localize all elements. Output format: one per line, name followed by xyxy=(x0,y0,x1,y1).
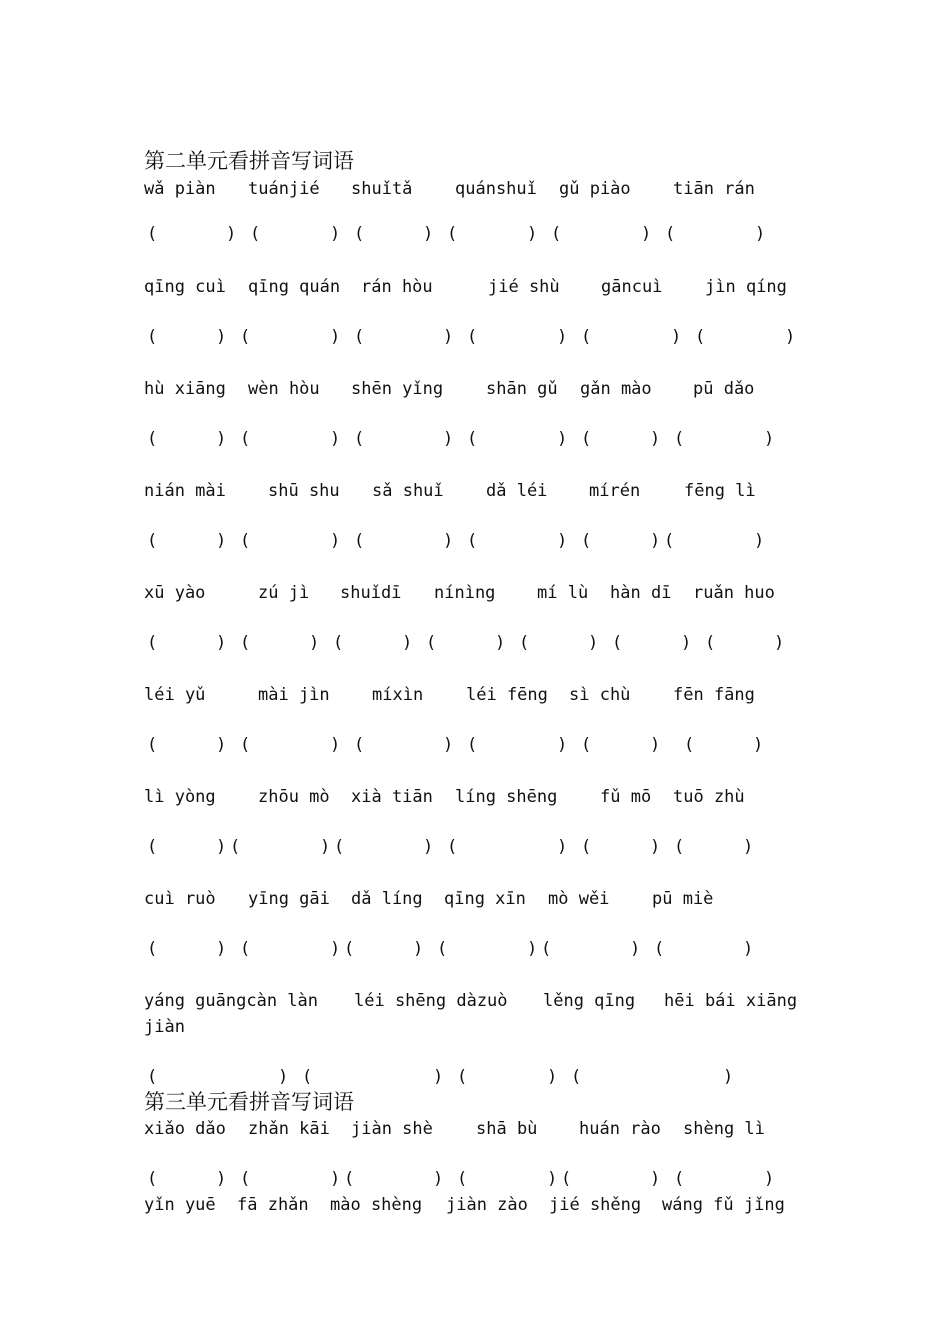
pinyin-word: mírén xyxy=(589,481,641,501)
close-paren: ) xyxy=(785,327,796,347)
close-paren: ) xyxy=(413,939,424,959)
open-paren: ( xyxy=(437,939,448,959)
pinyin-row xyxy=(144,581,864,605)
open-paren: ( xyxy=(240,939,251,959)
pinyin-word: qīng xīn xyxy=(444,889,526,909)
pinyin-word: gāncuì xyxy=(601,277,663,297)
open-paren: ( xyxy=(447,224,458,244)
close-paren: ) xyxy=(330,224,341,244)
close-paren: ) xyxy=(216,939,227,959)
open-paren: ( xyxy=(467,327,478,347)
close-paren: ) xyxy=(641,224,652,244)
open-paren: ( xyxy=(147,633,158,653)
pinyin-row xyxy=(144,479,864,503)
pinyin-word: pū dǎo xyxy=(693,379,755,399)
pinyin-word: mò wěi xyxy=(548,889,610,909)
close-paren: ) xyxy=(753,735,764,755)
open-paren: ( xyxy=(571,1067,582,1087)
open-paren: ( xyxy=(457,1067,468,1087)
pinyin-word: shēn yǐng xyxy=(351,379,444,399)
close-paren: ) xyxy=(309,633,320,653)
pinyin-word: yáng guāngcàn làn xyxy=(144,991,318,1011)
pinyin-word: pū miè xyxy=(652,889,714,909)
pinyin-word: qīng quán xyxy=(248,277,341,297)
close-paren: ) xyxy=(330,1169,341,1189)
pinyin-word: zhǎn kāi xyxy=(248,1119,330,1139)
close-paren: ) xyxy=(557,429,568,449)
pinyin-word: hàn dī xyxy=(610,583,672,603)
pinyin-word: shuǐtǎ xyxy=(351,179,413,199)
open-paren: ( xyxy=(519,633,530,653)
pinyin-word: míxìn xyxy=(372,685,424,705)
open-paren: ( xyxy=(581,429,592,449)
open-paren: ( xyxy=(250,224,261,244)
pinyin-word: yǐn yuē xyxy=(144,1195,216,1215)
close-paren: ) xyxy=(557,735,568,755)
pinyin-row xyxy=(144,785,864,809)
close-paren: ) xyxy=(527,939,538,959)
close-paren: ) xyxy=(216,1169,227,1189)
pinyin-word: zhōu mò xyxy=(258,787,330,807)
open-paren: ( xyxy=(147,429,158,449)
close-paren: ) xyxy=(433,1169,444,1189)
close-paren: ) xyxy=(630,939,641,959)
pinyin-word: dǎ líng xyxy=(351,889,423,909)
answer-row xyxy=(144,733,864,757)
unit-2-title: 第二单元看拼音写词语 xyxy=(144,149,354,173)
pinyin-row xyxy=(144,1117,864,1141)
pinyin-row xyxy=(144,177,864,201)
close-paren: ) xyxy=(743,939,754,959)
close-paren: ) xyxy=(527,224,538,244)
open-paren: ( xyxy=(467,429,478,449)
pinyin-word: yīng gāi xyxy=(248,889,330,909)
answer-row xyxy=(144,937,864,961)
pinyin-word: cuì ruò xyxy=(144,889,216,909)
close-paren: ) xyxy=(743,837,754,857)
pinyin-word: huán rào xyxy=(579,1119,661,1139)
open-paren: ( xyxy=(147,735,158,755)
open-paren: ( xyxy=(147,939,158,959)
pinyin-word: wáng fǔ jǐng xyxy=(662,1195,785,1215)
open-paren: ( xyxy=(612,633,623,653)
close-paren: ) xyxy=(423,224,434,244)
pinyin-word: shū shu xyxy=(268,481,340,501)
pinyin-word: wèn hòu xyxy=(248,379,320,399)
close-paren: ) xyxy=(650,531,661,551)
open-paren: ( xyxy=(665,224,676,244)
open-paren: ( xyxy=(334,837,345,857)
pinyin-word: fēng lì xyxy=(684,481,756,501)
pinyin-word: hēi bái xiāng xyxy=(664,991,798,1011)
close-paren: ) xyxy=(216,327,227,347)
close-paren: ) xyxy=(330,735,341,755)
close-paren: ) xyxy=(433,1067,444,1087)
open-paren: ( xyxy=(240,429,251,449)
close-paren: ) xyxy=(755,224,766,244)
close-paren: ) xyxy=(443,735,454,755)
pinyin-word: dǎ léi xyxy=(486,481,548,501)
pinyin-word: jiàn zào xyxy=(446,1195,528,1215)
pinyin-word: léi shēng dàzuò xyxy=(354,991,508,1011)
answer-row xyxy=(144,325,864,349)
close-paren: ) xyxy=(330,531,341,551)
answer-row xyxy=(144,1167,864,1191)
pinyin-word: jìn qíng xyxy=(705,277,787,297)
close-paren: ) xyxy=(557,837,568,857)
pinyin-word: léi yǔ xyxy=(144,685,206,705)
close-paren: ) xyxy=(650,429,661,449)
close-paren: ) xyxy=(216,735,227,755)
close-paren: ) xyxy=(443,531,454,551)
pinyin-word: rán hòu xyxy=(361,277,433,297)
pinyin-word: ruǎn huo xyxy=(693,583,775,603)
close-paren: ) xyxy=(723,1067,734,1087)
close-paren: ) xyxy=(330,939,341,959)
open-paren: ( xyxy=(674,429,685,449)
close-paren: ) xyxy=(754,531,765,551)
open-paren: ( xyxy=(230,837,241,857)
open-paren: ( xyxy=(147,531,158,551)
pinyin-word: lěng qīng xyxy=(543,991,636,1011)
close-paren: ) xyxy=(557,531,568,551)
pinyin-row xyxy=(144,989,864,1013)
open-paren: ( xyxy=(467,735,478,755)
pinyin-word: fēn fāng xyxy=(673,685,755,705)
close-paren: ) xyxy=(216,429,227,449)
open-paren: ( xyxy=(581,531,592,551)
close-paren: ) xyxy=(278,1067,289,1087)
open-paren: ( xyxy=(674,837,685,857)
open-paren: ( xyxy=(354,531,365,551)
open-paren: ( xyxy=(354,735,365,755)
pinyin-word: qīng cuì xyxy=(144,277,226,297)
pinyin-word: xià tiān xyxy=(351,787,433,807)
pinyin-word: shā bù xyxy=(476,1119,538,1139)
close-paren: ) xyxy=(547,1169,558,1189)
answer-row xyxy=(144,835,864,859)
pinyin-word: sì chù xyxy=(569,685,631,705)
close-paren: ) xyxy=(226,224,237,244)
pinyin-word: jié shěng xyxy=(549,1195,642,1215)
close-paren: ) xyxy=(216,531,227,551)
close-paren: ) xyxy=(330,429,341,449)
open-paren: ( xyxy=(581,735,592,755)
pinyin-word: jiàn xyxy=(144,1017,185,1037)
open-paren: ( xyxy=(344,939,355,959)
pinyin-word: gǔ piào xyxy=(559,179,631,199)
pinyin-word: shān gǔ xyxy=(486,379,558,399)
pinyin-word: tuánjié xyxy=(248,179,320,199)
open-paren: ( xyxy=(354,224,365,244)
open-paren: ( xyxy=(664,531,675,551)
pinyin-word: wǎ piàn xyxy=(144,179,216,199)
open-paren: ( xyxy=(344,1169,355,1189)
open-paren: ( xyxy=(147,1169,158,1189)
pinyin-word: nián mài xyxy=(144,481,226,501)
close-paren: ) xyxy=(402,633,413,653)
close-paren: ) xyxy=(764,1169,775,1189)
pinyin-word: quánshuǐ xyxy=(455,179,537,199)
open-paren: ( xyxy=(147,224,158,244)
close-paren: ) xyxy=(650,735,661,755)
close-paren: ) xyxy=(650,1169,661,1189)
pinyin-word: jié shù xyxy=(488,277,560,297)
close-paren: ) xyxy=(423,837,434,857)
open-paren: ( xyxy=(561,1169,572,1189)
open-paren: ( xyxy=(581,327,592,347)
open-paren: ( xyxy=(447,837,458,857)
pinyin-row xyxy=(144,1193,864,1217)
close-paren: ) xyxy=(320,837,331,857)
pinyin-word: mài jìn xyxy=(258,685,330,705)
close-paren: ) xyxy=(557,327,568,347)
pinyin-row-continuation xyxy=(144,1015,864,1039)
open-paren: ( xyxy=(147,1067,158,1087)
close-paren: ) xyxy=(588,633,599,653)
pinyin-word: gǎn mào xyxy=(580,379,652,399)
close-paren: ) xyxy=(764,429,775,449)
answer-row xyxy=(144,631,864,655)
pinyin-word: líng shēng xyxy=(455,787,558,807)
open-paren: ( xyxy=(354,327,365,347)
open-paren: ( xyxy=(457,1169,468,1189)
pinyin-word: shèng lì xyxy=(683,1119,765,1139)
pinyin-word: mí lù xyxy=(537,583,589,603)
open-paren: ( xyxy=(674,1169,685,1189)
open-paren: ( xyxy=(240,531,251,551)
close-paren: ) xyxy=(216,837,227,857)
close-paren: ) xyxy=(671,327,682,347)
pinyin-word: léi fēng xyxy=(466,685,548,705)
pinyin-row xyxy=(144,275,864,299)
close-paren: ) xyxy=(681,633,692,653)
pinyin-word: fǔ mō xyxy=(600,787,652,807)
pinyin-row xyxy=(144,683,864,707)
open-paren: ( xyxy=(426,633,437,653)
open-paren: ( xyxy=(581,837,592,857)
pinyin-word: jiàn shè xyxy=(351,1119,433,1139)
open-paren: ( xyxy=(240,633,251,653)
pinyin-word: fā zhǎn xyxy=(237,1195,309,1215)
close-paren: ) xyxy=(216,633,227,653)
answer-row xyxy=(144,222,864,246)
close-paren: ) xyxy=(443,327,454,347)
close-paren: ) xyxy=(495,633,506,653)
open-paren: ( xyxy=(705,633,716,653)
pinyin-word: shuǐdī xyxy=(340,583,402,603)
open-paren: ( xyxy=(240,327,251,347)
open-paren: ( xyxy=(240,1169,251,1189)
pinyin-word: tiān rán xyxy=(673,179,755,199)
answer-row xyxy=(144,529,864,553)
open-paren: ( xyxy=(551,224,562,244)
close-paren: ) xyxy=(650,837,661,857)
open-paren: ( xyxy=(654,939,665,959)
open-paren: ( xyxy=(467,531,478,551)
answer-row xyxy=(144,1065,864,1089)
close-paren: ) xyxy=(443,429,454,449)
pinyin-row xyxy=(144,377,864,401)
pinyin-row xyxy=(144,887,864,911)
pinyin-word: nínìng xyxy=(434,583,496,603)
open-paren: ( xyxy=(541,939,552,959)
answer-row xyxy=(144,427,864,451)
open-paren: ( xyxy=(333,633,344,653)
pinyin-word: hù xiāng xyxy=(144,379,226,399)
pinyin-word: xū yào xyxy=(144,583,206,603)
close-paren: ) xyxy=(330,327,341,347)
pinyin-word: tuō zhù xyxy=(673,787,745,807)
pinyin-word: sǎ shuǐ xyxy=(372,481,444,501)
open-paren: ( xyxy=(302,1067,313,1087)
close-paren: ) xyxy=(774,633,785,653)
pinyin-word: xiǎo dǎo xyxy=(144,1119,226,1139)
open-paren: ( xyxy=(147,327,158,347)
close-paren: ) xyxy=(547,1067,558,1087)
pinyin-word: mào shèng xyxy=(330,1195,423,1215)
pinyin-word: lì yòng xyxy=(144,787,216,807)
pinyin-word: zú jì xyxy=(258,583,310,603)
open-paren: ( xyxy=(684,735,695,755)
open-paren: ( xyxy=(147,837,158,857)
open-paren: ( xyxy=(354,429,365,449)
open-paren: ( xyxy=(695,327,706,347)
unit-3-title: 第三单元看拼音写词语 xyxy=(144,1090,354,1114)
open-paren: ( xyxy=(240,735,251,755)
